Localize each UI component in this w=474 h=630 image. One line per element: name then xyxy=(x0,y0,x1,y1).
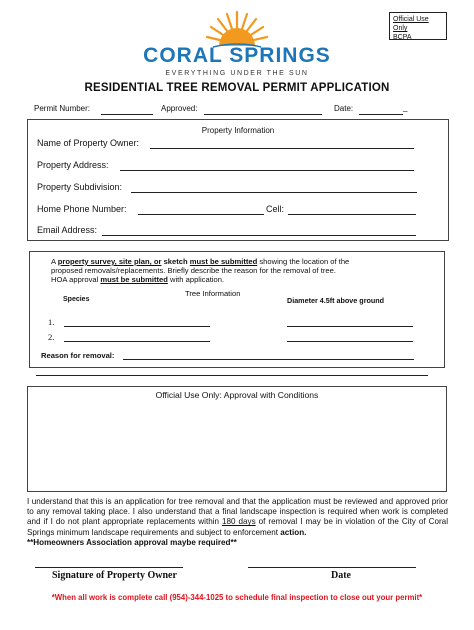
date-field[interactable] xyxy=(359,114,403,115)
tree-item-2-number: 2. xyxy=(48,332,55,342)
official-conditions-section xyxy=(27,386,447,492)
permit-number-label: Permit Number: xyxy=(34,104,91,113)
owner-signature-label: Signature of Property Owner xyxy=(52,570,177,581)
tree-1-diameter-field[interactable] xyxy=(287,326,413,327)
reason-field-continued[interactable] xyxy=(36,375,428,376)
official-use-code: BCPA xyxy=(393,34,412,41)
tree-2-diameter-field[interactable] xyxy=(287,341,413,342)
brand-name: CORAL SPRINGS xyxy=(143,44,331,67)
official-use-label: Official Use Only xyxy=(393,16,429,32)
address-label: Property Address: xyxy=(37,160,109,170)
cell-field[interactable] xyxy=(288,214,416,215)
tree-information-section xyxy=(29,251,445,368)
home-phone-label: Home Phone Number: xyxy=(37,204,127,214)
subdivision-label: Property Subdivision: xyxy=(37,182,123,192)
tree-instructions-line1: A property survey, site plan, or sketch must be submitted showing the location of the xyxy=(51,257,350,266)
official-use-box xyxy=(389,12,447,40)
owner-field[interactable] xyxy=(150,148,414,149)
cell-label: Cell: xyxy=(266,204,285,214)
date-label: Date: xyxy=(334,104,354,113)
sun-logo-icon xyxy=(205,8,269,48)
diameter-header: Diameter 4.5ft above ground xyxy=(287,296,385,305)
home-phone-field[interactable] xyxy=(138,214,264,215)
form-title: RESIDENTIAL TREE REMOVAL PERMIT APPLICATION xyxy=(84,82,390,94)
tree-item-1-number: 1. xyxy=(48,317,55,327)
signature-date-label: Date xyxy=(331,570,351,581)
approved-label: Approved: xyxy=(161,104,198,113)
reason-field[interactable] xyxy=(123,359,414,360)
conditions-heading: Official Use Only: Approval with Conditions xyxy=(155,390,319,400)
tree-2-species-field[interactable] xyxy=(64,341,210,342)
species-header: Species xyxy=(63,296,90,303)
tree-instructions-line2: proposed removals/replacements. Briefly describe the reason for the removal of tree. xyxy=(51,266,336,275)
property-information-section xyxy=(27,119,449,241)
owner-label: Name of Property Owner: xyxy=(37,138,140,148)
tree-1-species-field[interactable] xyxy=(64,326,210,327)
signature-date-field[interactable] xyxy=(248,567,416,568)
approved-field[interactable] xyxy=(204,114,322,115)
tree-instructions-line3: HOA approval must be submitted with application. xyxy=(51,275,225,284)
subdivision-field[interactable] xyxy=(131,192,417,193)
final-inspection-note: *When all work is complete call (954)-344-1025 to schedule final inspection to close out your permit* xyxy=(51,593,423,602)
date-tail: _ xyxy=(403,103,408,112)
acknowledgement-statement: I understand that this is an application for tree removal and that the application must be reviewed and approved prior to any removal taking place. I also understand that a final landscape inspection is required when work is completed and if I do not plant appropriate replacements within 180 days of removal I may be in violation of the City of Coral Springs minimum landscape requirements and subject to enforcement action. **Homeowners Association approval maybe required** xyxy=(27,497,448,547)
hoa-note: **Homeowners Association approval maybe required** xyxy=(27,537,237,547)
address-field[interactable] xyxy=(120,170,414,171)
email-field[interactable] xyxy=(102,235,416,236)
email-label: Email Address: xyxy=(37,225,98,235)
property-heading: Property Information xyxy=(201,126,275,135)
reason-label: Reason for removal: xyxy=(41,351,115,360)
brand-tagline: EVERYTHING UNDER THE SUN xyxy=(165,70,309,77)
tree-info-heading: Tree Information xyxy=(185,289,241,298)
owner-signature-field[interactable] xyxy=(35,567,183,568)
permit-number-field[interactable] xyxy=(101,114,153,115)
